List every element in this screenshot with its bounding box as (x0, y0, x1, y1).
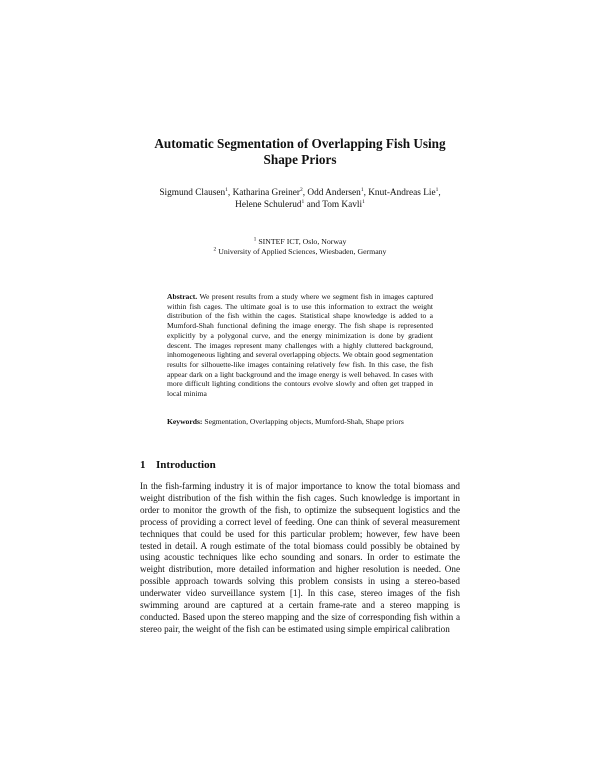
section-number: 1 (140, 459, 146, 471)
author: Tom Kavli$^1$ (322, 199, 365, 211)
keywords-text: Segmentation, Overlapping objects, Mumford-Shah, Shape priors (204, 417, 404, 426)
author: Sigmund Clausen$^1$, (159, 186, 233, 198)
section-heading (140, 459, 216, 471)
author: Katharina Greiner$^2$, (232, 186, 308, 198)
intro-paragraph: In the fish-farming industry it is of major importance to know the total biomass and weight distribution of the fish within the fish cages. Such knowledge is important in order to monitor the growth of the fish, to optimize the subsequent logistics and the process of providing a correct level of feeding. One can think of several measurement techniques that could be used for this particular problem; however, few have been tested in detail. A rough estimate of the total biomass could possibly be obtained by using acoustic techniques like echo sounding and sonars. In order to estimate the weight distribution, more detailed information and higher resolution is needed. One possible approach towards solving this problem consists in using a stereo-based underwater video surveillance system [1]. In this case, stereo images of the fish swimming around are captured at a certain frame-rate and a stereo mapping is conducted. Based upon the stereo mapping and the size of corresponding fish within a stereo pair, the weight of the fish can be estimated using simple empirical calibration (140, 481, 460, 634)
author: Helene Schulerud$^1$ and (235, 199, 323, 211)
abstract-text: We present results from a study where we segment fish in images captured within fish cages. The ultimate goal is to use this information to extract the weight distribution of the fish within the cages. Statistical shape knowledge is added to a Mumford-Shah functional defining the image energy. The fish shape is represented explicitly by a polygonal curve, and the energy minimization is done by gradient descent. The images represent many challenges with a highly cluttered background, inhomogeneous lighting and several overlapping objects. We obtain good segmentation results for silhouette-like images containing relatively few fish. In this case, the fish appear dark on a light background and the image energy is well behaved. In cases with more difficult lighting conditions the contours evolve slowly and often get trapped in local minima (167, 292, 433, 399)
keywords (167, 417, 433, 427)
section-title: Introduction (156, 459, 216, 471)
author: Knut-Andreas Lie$^1$, (368, 186, 441, 198)
affiliation: $^1$ SINTEF ICT, Oslo, Norway (253, 236, 347, 246)
affiliation: $^2$ University of Applied Sciences, Wiesbaden, Germany (213, 246, 387, 256)
affiliation-list (160, 237, 440, 257)
author-list (140, 187, 460, 212)
abstract (167, 292, 433, 399)
paper-title: Automatic Segmentation of Overlapping Fish Using Shape Priors (154, 136, 446, 167)
author: Odd Andersen$^1$, (307, 186, 369, 198)
keywords-label: Keywords: (167, 417, 203, 426)
abstract-label: Abstract. (167, 292, 198, 301)
